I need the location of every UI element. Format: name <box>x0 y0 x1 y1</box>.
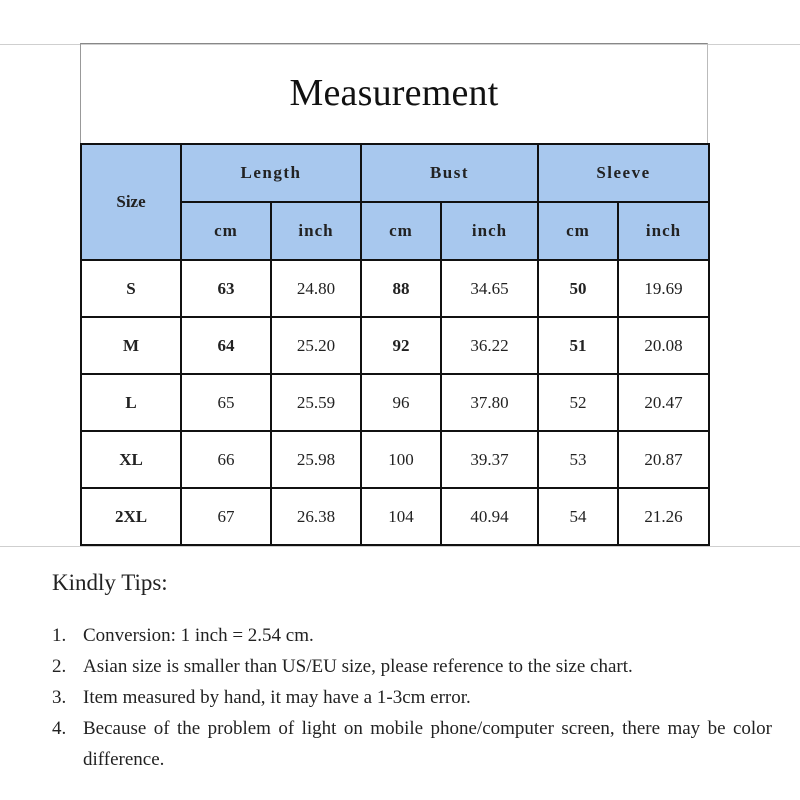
bust-inch-cell: 34.65 <box>441 260 538 317</box>
list-item <box>52 713 772 775</box>
sleeve-inch-cell: 19.69 <box>618 260 709 317</box>
length-cm-cell: 63 <box>181 260 271 317</box>
bust-inch-cell: 36.22 <box>441 317 538 374</box>
tip-text: Conversion: 1 inch = 2.54 cm. <box>83 625 314 646</box>
length-cm-cell: 65 <box>181 374 271 431</box>
table-row <box>81 488 709 545</box>
bust-inch-cell: 39.37 <box>441 431 538 488</box>
table-row <box>81 374 709 431</box>
table-row <box>81 260 709 317</box>
bust-inch-cell: 37.80 <box>441 374 538 431</box>
bust-cm-cell: 100 <box>361 431 441 488</box>
page-title: Measurement <box>289 72 499 114</box>
tip-text: Because of the problem of light on mobile phone/computer screen, there may be color difference. <box>83 718 772 770</box>
tip-number: 2. <box>52 656 67 677</box>
size-cell: L <box>81 374 181 431</box>
size-cell: 2XL <box>81 488 181 545</box>
sleeve-inch-cell: 20.08 <box>618 317 709 374</box>
tip-number: 1. <box>52 625 67 646</box>
sleeve-cm-cell: 53 <box>538 431 618 488</box>
tip-number: 3. <box>52 687 67 708</box>
length-cm-cell: 67 <box>181 488 271 545</box>
sleeve-inch-cell: 21.26 <box>618 488 709 545</box>
table-row <box>81 317 709 374</box>
size-cell: XL <box>81 431 181 488</box>
header-bust-cm: cm <box>361 202 441 260</box>
tips-heading: Kindly Tips: <box>52 570 168 595</box>
header-sleeve-cm: cm <box>538 202 618 260</box>
length-cm-cell: 66 <box>181 431 271 488</box>
sleeve-cm-cell: 50 <box>538 260 618 317</box>
sleeve-cm-cell: 54 <box>538 488 618 545</box>
sleeve-cm-cell: 51 <box>538 317 618 374</box>
bust-cm-cell: 92 <box>361 317 441 374</box>
header-bust: Bust <box>361 144 538 202</box>
list-item <box>52 651 772 682</box>
table-row <box>81 431 709 488</box>
header-size: Size <box>81 144 181 260</box>
tips-list <box>52 620 772 775</box>
tip-number: 4. <box>52 718 67 739</box>
size-cell: S <box>81 260 181 317</box>
length-inch-cell: 26.38 <box>271 488 361 545</box>
bottom-divider <box>0 546 800 547</box>
header-sleeve-inch: inch <box>618 202 709 260</box>
size-chart-table <box>80 143 710 546</box>
header-sleeve: Sleeve <box>538 144 709 202</box>
length-inch-cell: 25.98 <box>271 431 361 488</box>
bust-cm-cell: 96 <box>361 374 441 431</box>
header-length: Length <box>181 144 361 202</box>
bust-cm-cell: 88 <box>361 260 441 317</box>
tip-text: Asian size is smaller than US/EU size, please reference to the size chart. <box>83 656 633 677</box>
header-bust-inch: inch <box>441 202 538 260</box>
tip-text: Item measured by hand, it may have a 1-3cm error. <box>83 687 471 708</box>
header-length-cm: cm <box>181 202 271 260</box>
sleeve-cm-cell: 52 <box>538 374 618 431</box>
list-item <box>52 620 772 651</box>
header-length-inch: inch <box>271 202 361 260</box>
length-cm-cell: 64 <box>181 317 271 374</box>
size-cell: M <box>81 317 181 374</box>
bust-inch-cell: 40.94 <box>441 488 538 545</box>
bust-cm-cell: 104 <box>361 488 441 545</box>
sleeve-inch-cell: 20.87 <box>618 431 709 488</box>
length-inch-cell: 24.80 <box>271 260 361 317</box>
list-item <box>52 682 772 713</box>
length-inch-cell: 25.20 <box>271 317 361 374</box>
length-inch-cell: 25.59 <box>271 374 361 431</box>
sleeve-inch-cell: 20.47 <box>618 374 709 431</box>
